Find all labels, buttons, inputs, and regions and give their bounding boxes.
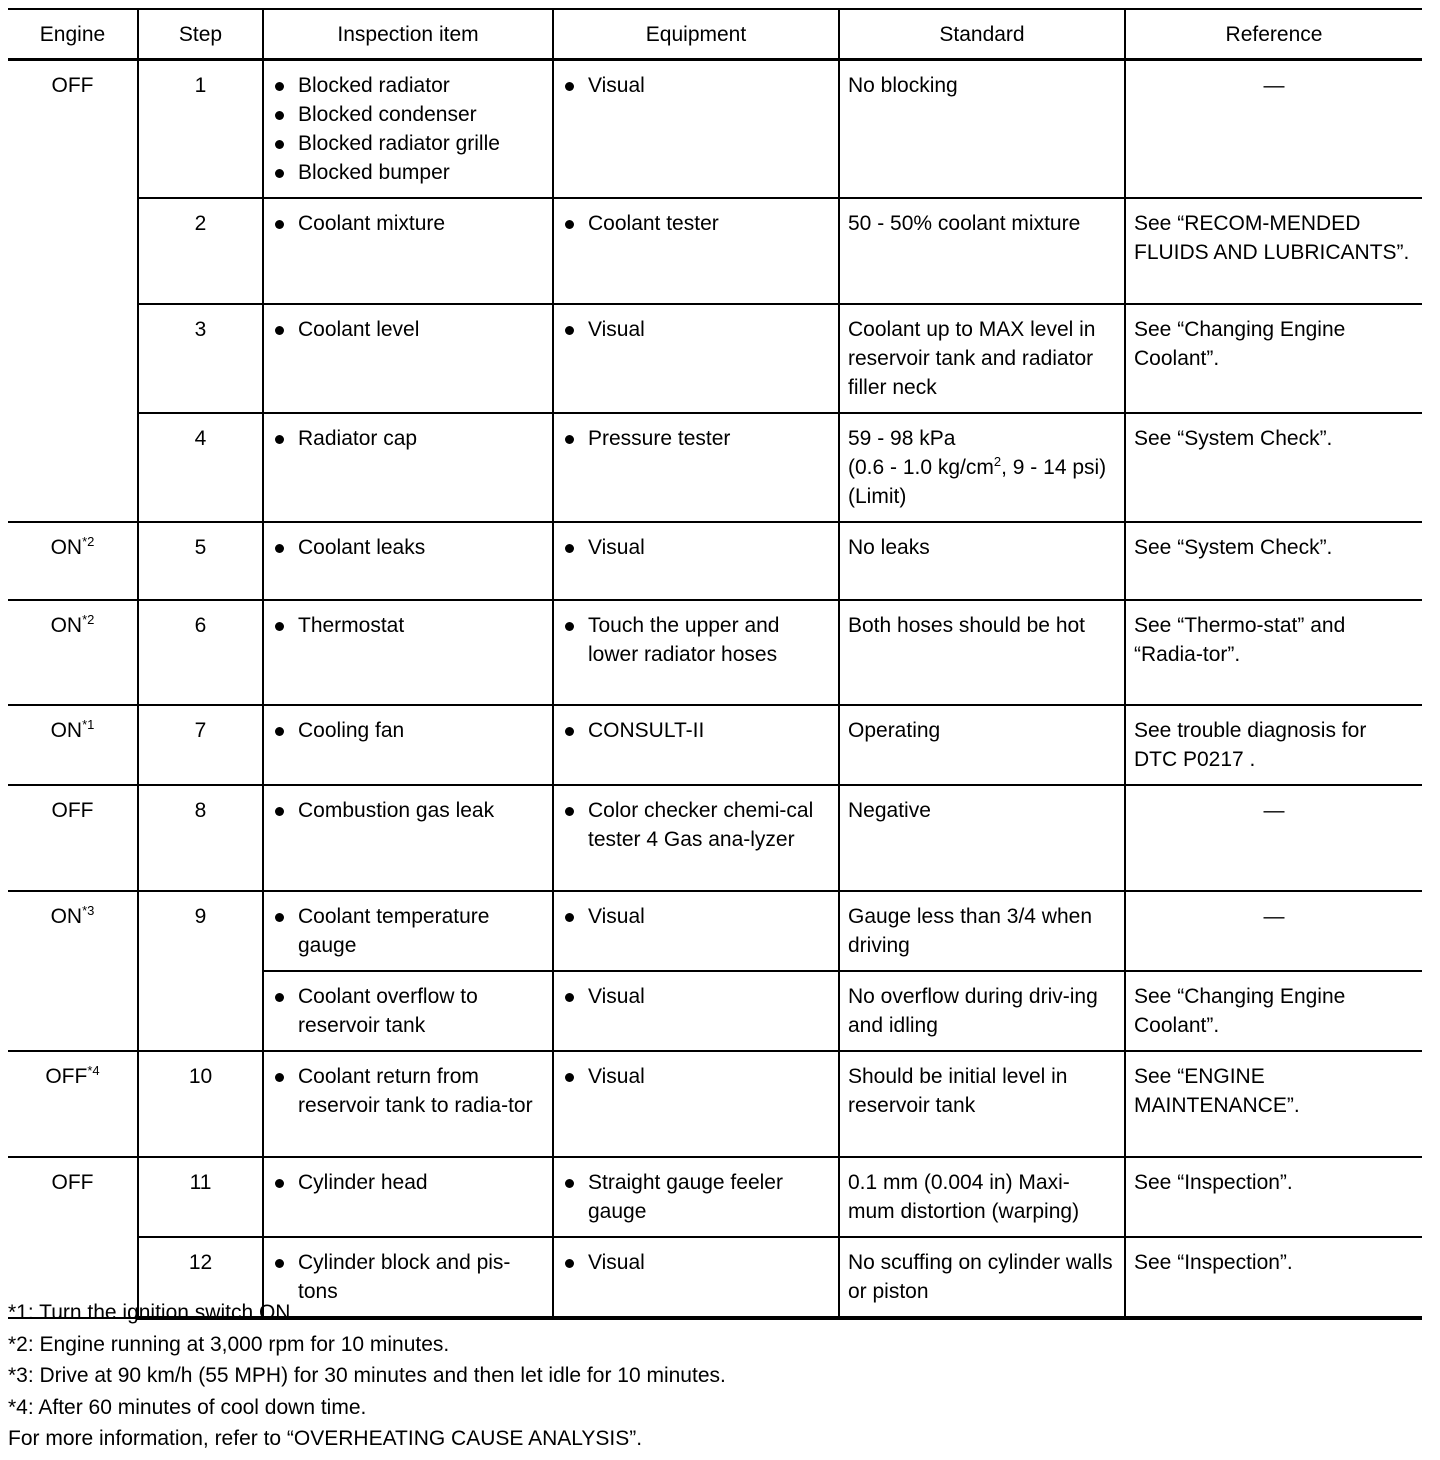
- header-equipment: Equipment: [553, 9, 839, 60]
- engine-state-cell: [8, 1157, 138, 1318]
- engine-state-cell: [8, 705, 138, 785]
- standard-cell: Coolant up to MAX level in reservoir tank and radiator filler neck: [839, 304, 1125, 413]
- step-number: 12: [138, 1237, 263, 1318]
- table-row: [8, 1051, 1422, 1157]
- superscript: 2: [993, 454, 1002, 469]
- inspection-table: [8, 8, 1422, 1320]
- inspection-item: Blocked radiator: [272, 71, 544, 100]
- footnote: *2: Engine running at 3,000 rpm for 10 minutes.: [8, 1332, 450, 1356]
- inspection-item-cell: [263, 705, 553, 785]
- inspection-item: Combustion gas leak: [272, 796, 544, 825]
- inspection-item-cell: [263, 413, 553, 522]
- header-engine: Engine: [8, 9, 138, 60]
- equipment-item: Pressure tester: [562, 424, 830, 453]
- engine-state: OFF: [51, 1171, 94, 1194]
- inspection-item-cell: [263, 60, 553, 199]
- inspection-item-cell: [263, 304, 553, 413]
- inspection-item: Coolant return from reservoir tank to radia-tor: [272, 1062, 544, 1120]
- equipment-item: CONSULT-II: [562, 716, 830, 745]
- engine-state: OFF: [51, 74, 94, 97]
- table-row: [8, 60, 1422, 199]
- inspection-item-cell: [263, 785, 553, 891]
- step-number: 1: [138, 60, 263, 199]
- inspection-item-cell: [263, 1157, 553, 1237]
- equipment-cell: [553, 891, 839, 971]
- engine-state: OFF: [45, 1065, 88, 1088]
- reference-cell: See trouble diagnosis for DTC P0217 .: [1125, 705, 1422, 785]
- reference-cell: —: [1125, 785, 1422, 891]
- header-inspection-item: Inspection item: [263, 9, 553, 60]
- step-number: 11: [138, 1157, 263, 1237]
- standard-cell: Should be initial level in reservoir tank: [839, 1051, 1125, 1157]
- reference-cell: See “Changing Engine Coolant”.: [1125, 304, 1422, 413]
- table-row: [8, 785, 1422, 891]
- equipment-cell: [553, 971, 839, 1051]
- inspection-item: Coolant mixture: [272, 209, 544, 238]
- standard-cell: No scuffing on cylinder walls or piston: [839, 1237, 1125, 1318]
- footnotes: [8, 1297, 726, 1455]
- equipment-cell: [553, 1157, 839, 1237]
- standard-cell: [839, 413, 1125, 522]
- inspection-item: Blocked bumper: [272, 158, 544, 187]
- equipment-item: Visual: [562, 902, 830, 931]
- footnote-more-info: For more information, refer to “OVERHEATING CAUSE ANALYSIS”.: [8, 1427, 643, 1450]
- standard-cell: Operating: [839, 705, 1125, 785]
- reference-cell: See “Inspection”.: [1125, 1157, 1422, 1237]
- header-step: Step: [138, 9, 263, 60]
- inspection-item: Blocked radiator grille: [272, 129, 544, 158]
- table-row: [8, 413, 1422, 522]
- step-number: 2: [138, 198, 263, 304]
- engine-state-cell: [8, 600, 138, 705]
- engine-state-cell: [8, 1051, 138, 1157]
- engine-footnote-marker: *1: [82, 717, 95, 732]
- equipment-item: Visual: [562, 1248, 830, 1277]
- engine-state-cell: [8, 60, 138, 523]
- equipment-cell: [553, 60, 839, 199]
- equipment-cell: [553, 522, 839, 600]
- equipment-cell: [553, 705, 839, 785]
- equipment-item: Visual: [562, 315, 830, 344]
- inspection-item-cell: [263, 600, 553, 705]
- inspection-item: Cylinder head: [272, 1168, 544, 1197]
- standard-line: (0.6 - 1.0 kg/cm: [848, 456, 994, 479]
- reference-cell: See “Inspection”.: [1125, 1237, 1422, 1318]
- engine-state: OFF: [51, 799, 94, 822]
- table-row: [8, 600, 1422, 705]
- header-reference: Reference: [1125, 9, 1422, 60]
- standard-line: , 9 - 14 psi) (Limit): [848, 456, 1107, 508]
- header-standard: Standard: [839, 9, 1125, 60]
- step-number: 4: [138, 413, 263, 522]
- equipment-item: Touch the upper and lower radiator hoses: [562, 611, 830, 669]
- table-row: [8, 891, 1422, 971]
- inspection-item: Coolant overflow to reservoir tank: [272, 982, 544, 1040]
- inspection-item: Coolant leaks: [272, 533, 544, 562]
- equipment-item: Color checker chemi-cal tester 4 Gas ana-lyzer: [562, 796, 830, 854]
- equipment-cell: [553, 413, 839, 522]
- engine-footnote-marker: *3: [82, 903, 95, 918]
- table-row: [8, 522, 1422, 600]
- reference-cell: See “System Check”.: [1125, 413, 1422, 522]
- inspection-item: Cylinder block and pis-tons: [272, 1248, 544, 1306]
- standard-cell: Both hoses should be hot: [839, 600, 1125, 705]
- inspection-item: Coolant level: [272, 315, 544, 344]
- engine-footnote-marker: *2: [82, 612, 95, 627]
- step-number: 5: [138, 522, 263, 600]
- inspection-item: Radiator cap: [272, 424, 544, 453]
- equipment-item: Visual: [562, 1062, 830, 1091]
- inspection-item-cell: [263, 891, 553, 971]
- step-number: 8: [138, 785, 263, 891]
- step-number: 10: [138, 1051, 263, 1157]
- inspection-item-cell: [263, 1051, 553, 1157]
- equipment-item: Visual: [562, 71, 830, 100]
- equipment-item: Straight gauge feeler gauge: [562, 1168, 830, 1226]
- standard-line: 59 - 98 kPa: [848, 427, 956, 450]
- engine-state: ON: [50, 614, 83, 637]
- standard-cell: No overflow during driv-ing and idling: [839, 971, 1125, 1051]
- table-row: [8, 198, 1422, 304]
- table-row: [8, 304, 1422, 413]
- engine-state-cell: [8, 785, 138, 891]
- inspection-item-cell: [263, 971, 553, 1051]
- standard-cell: Gauge less than 3/4 when driving: [839, 891, 1125, 971]
- equipment-item: Visual: [562, 533, 830, 562]
- table-header-row: [8, 9, 1422, 60]
- footnote: *4: After 60 minutes of cool down time.: [8, 1395, 367, 1419]
- standard-cell: 0.1 mm (0.004 in) Maxi-mum distortion (warping): [839, 1157, 1125, 1237]
- engine-state-cell: [8, 522, 138, 600]
- step-number: 3: [138, 304, 263, 413]
- equipment-cell: [553, 304, 839, 413]
- inspection-item: Thermostat: [272, 611, 544, 640]
- equipment-item: Coolant tester: [562, 209, 830, 238]
- reference-cell: See “ENGINE MAINTENANCE”.: [1125, 1051, 1422, 1157]
- equipment-cell: [553, 785, 839, 891]
- step-number: 6: [138, 600, 263, 705]
- standard-cell: No leaks: [839, 522, 1125, 600]
- step-number: 9: [138, 891, 263, 1051]
- standard-cell: Negative: [839, 785, 1125, 891]
- inspection-item-cell: [263, 198, 553, 304]
- inspection-item: Cooling fan: [272, 716, 544, 745]
- engine-state: ON: [50, 905, 83, 928]
- engine-state: ON: [50, 536, 83, 559]
- standard-cell: 50 - 50% coolant mixture: [839, 198, 1125, 304]
- reference-cell: See “Thermo-stat” and “Radia-tor”.: [1125, 600, 1422, 705]
- reference-cell: —: [1125, 891, 1422, 971]
- inspection-item-cell: [263, 522, 553, 600]
- footnote: *1: Turn the ignition switch ON.: [8, 1301, 297, 1324]
- equipment-cell: [553, 1051, 839, 1157]
- standard-cell: No blocking: [839, 60, 1125, 199]
- equipment-cell: [553, 198, 839, 304]
- reference-cell: —: [1125, 60, 1422, 199]
- table-row: [8, 705, 1422, 785]
- engine-state-cell: [8, 891, 138, 1051]
- reference-cell: See “System Check”.: [1125, 522, 1422, 600]
- inspection-item: Coolant temperature gauge: [272, 902, 544, 960]
- equipment-cell: [553, 600, 839, 705]
- table-row: [8, 1157, 1422, 1237]
- equipment-item: Visual: [562, 982, 830, 1011]
- engine-footnote-marker: *2: [82, 534, 95, 549]
- reference-cell: See “RECOM-MENDED FLUIDS AND LUBRICANTS”.: [1125, 198, 1422, 304]
- footnote: *3: Drive at 90 km/h (55 MPH) for 30 minutes and then let idle for 10 minutes.: [8, 1364, 726, 1387]
- step-number: 7: [138, 705, 263, 785]
- engine-state: ON: [50, 719, 83, 742]
- reference-cell: See “Changing Engine Coolant”.: [1125, 971, 1422, 1051]
- engine-footnote-marker: *4: [87, 1063, 100, 1078]
- inspection-item: Blocked condenser: [272, 100, 544, 129]
